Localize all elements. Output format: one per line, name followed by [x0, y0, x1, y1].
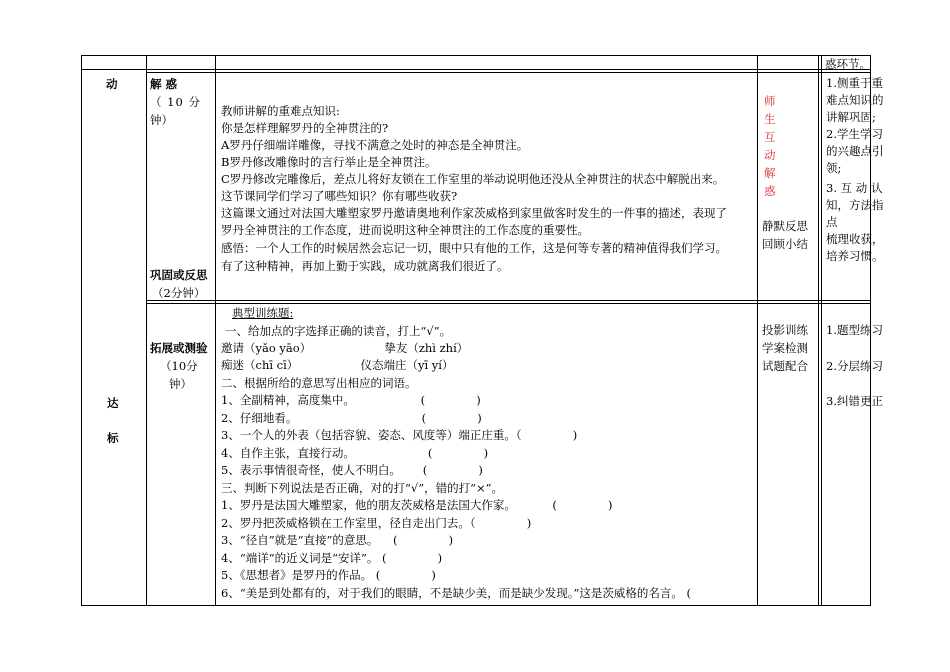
note-line: 梳理收获，	[826, 232, 884, 246]
reflect-line1: 静默反思	[762, 219, 808, 233]
note-line: 难点知识的	[826, 93, 884, 107]
tuozhan-time-line1: （10分	[160, 359, 198, 373]
table-line-col4b	[821, 55, 822, 606]
interact-char: 解	[764, 166, 776, 180]
table-line-row4	[146, 303, 871, 304]
interact-char: 师	[764, 94, 776, 108]
section-label-biao: 标	[107, 431, 119, 445]
jiehuo-line: 你是怎样理解罗丹的全神贯注的?	[221, 121, 389, 135]
table-line-col4	[818, 55, 819, 606]
note-line: 3. 互 动 认	[826, 181, 883, 195]
method-line1: 投影训练	[762, 323, 808, 337]
interact-char: 动	[764, 148, 776, 162]
exercise-line: 三、判断下列说法是否正确，对的打“√”，错的打“×”。	[221, 481, 503, 495]
exercise-line: 5、《思想者》是罗丹的作品。 ( )	[221, 568, 436, 582]
table-line-row1	[81, 69, 871, 70]
exercise-line: 一、给加点的字选择正确的读音，打上“√”。	[225, 324, 452, 338]
exercise-line: 6、“美是到处都有的，对于我们的眼睛，不是缺少美，而是缺少发现。”这是茨威格的名言。 (	[221, 586, 691, 600]
tuozhan-title: 拓展或测验	[150, 341, 208, 355]
tuozhan-time-line2: 钟）	[169, 377, 192, 391]
section-label-dong: 动	[106, 77, 118, 91]
table-line-bottom	[81, 605, 871, 606]
note-line: 2.学生学习	[826, 127, 883, 141]
note-line: 点	[826, 215, 838, 229]
jiehuo-line: 感悟：一个人工作的时候居然会忘记一切，眼中只有他的工作，这是何等专著的精神值得我们学习。	[221, 241, 727, 255]
exercise-line: 3、一个人的外表（包括容貌、姿态、风度等）端正庄重。（ )	[221, 428, 578, 442]
jiehuo-line: 这篇课文通过对法国大雕塑家罗丹邀请奥地利作家茨威格到家里做客时发生的一件事的描述，表现了	[221, 206, 727, 220]
table-line-col1	[146, 55, 147, 606]
note-line: 的兴趣点引	[826, 144, 884, 158]
method-line3: 试题配合	[762, 359, 808, 373]
table-line-col2	[215, 55, 216, 606]
method-line2: 学案检测	[762, 341, 808, 355]
interact-char: 生	[764, 112, 776, 126]
exercise-line: 3、“径自”就是“直接”的意思。 ( )	[221, 533, 454, 547]
table-line-top	[81, 55, 871, 56]
gonggu-time: （2分钟）	[152, 286, 206, 300]
exercise-line: 1、罗丹是法国大雕塑家，他的朋友茨威格是法国大作家。 ( )	[221, 498, 613, 512]
jiehuo-line: 这节课同学们学习了哪些知识？你有哪些收获?	[221, 189, 458, 203]
jiehuo-line: 罗丹全神贯注的工作态度，进而说明这种全神贯注的工作态度的重要性。	[221, 223, 589, 237]
table-line-row3	[146, 300, 871, 301]
exercise-line: 5、表示事情很奇怪，使人不明白。 ( )	[221, 463, 483, 477]
jiehuo-line: C罗丹修改完雕像后，差点儿将好友锁在工作室里的举动说明他还没从全神贯注的状态中解脱出来。	[221, 172, 725, 186]
exercise-line: 2、仔细地看。 ( )	[221, 411, 482, 425]
note-line: 领;	[826, 161, 842, 175]
tuozhan-note-2: 2.分层练习	[826, 359, 883, 373]
table-line-col3	[757, 55, 758, 606]
tuozhan-heading: 典型训练题:	[232, 306, 294, 320]
jiehuo-line: 有了这种精神，再加上勤于实践，成功就离我们很近了。	[221, 259, 509, 273]
interact-char: 惑	[764, 184, 776, 198]
exercise-line: 痴迷（chī cī） 仪态端庄（yī yí）	[221, 358, 454, 372]
note-line: 知，方法指	[826, 198, 884, 212]
jiehuo-line: A罗丹仔细端详雕像，寻找不满意之处时的神态是全神贯注。	[221, 138, 529, 152]
tuozhan-note-3: 3.纠错更正	[826, 394, 883, 408]
jiehuo-time-line1: （ 10 分	[150, 95, 201, 109]
exercise-line: 4、“端详”的近义词是“安详”。 ( )	[221, 551, 443, 565]
exercise-line: 二、根据所给的意思写出相应的词语。	[221, 376, 417, 390]
table-line-col0	[81, 55, 82, 606]
section-label-da: 达	[107, 396, 119, 410]
gonggu-title: 巩固或反思	[150, 268, 208, 282]
note-line: 培养习惯。	[826, 249, 884, 263]
exercise-line: 2、罗丹把茨威格锁在工作室里，径自走出门去。（ )	[221, 516, 532, 530]
top-right-cell-text: 惑环节。	[825, 57, 871, 71]
jiehuo-title: 解 惑	[150, 77, 178, 91]
jiehuo-time-line2: 钟）	[150, 113, 173, 127]
table-line-row2	[146, 72, 871, 73]
jiehuo-line: 教师讲解的重难点知识:	[221, 104, 340, 118]
jiehuo-line: B罗丹修改雕像时的言行举止是全神贯注。	[221, 155, 437, 169]
exercise-line: 1、全副精神，高度集中。 ( )	[221, 393, 481, 407]
note-line: 1.侧重于重	[826, 76, 883, 90]
interact-char: 互	[764, 130, 776, 144]
reflect-line2: 回顾小结	[762, 237, 808, 251]
exercise-line: 邀请（yǎo yāo） 挚友（zhì zhí）	[221, 341, 469, 355]
tuozhan-note-1: 1.题型练习	[826, 323, 883, 337]
exercise-line: 4、自作主张，直接行动。 ( )	[221, 446, 489, 460]
note-line: 讲解巩固;	[826, 110, 876, 124]
